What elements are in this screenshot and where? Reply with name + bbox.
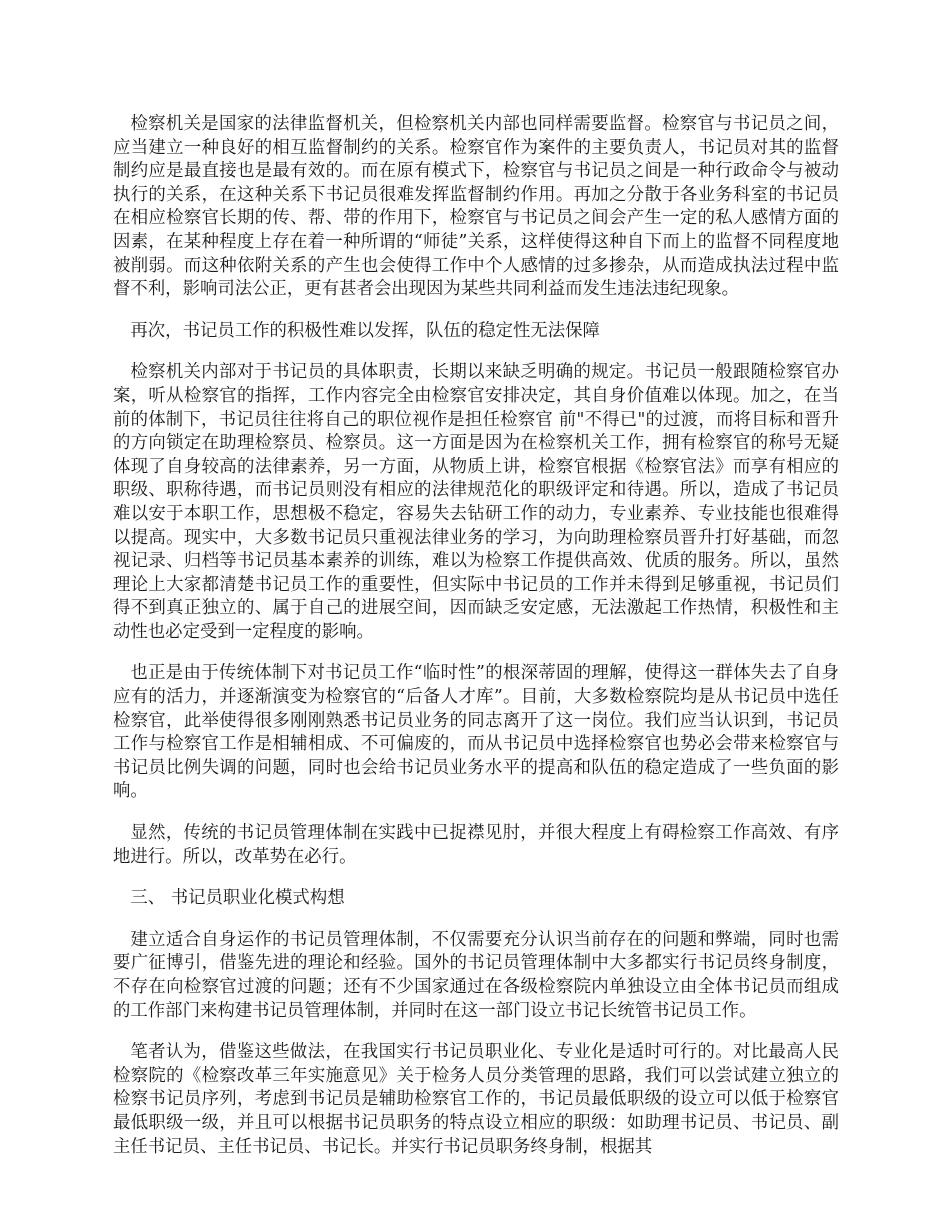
paragraph-supervision: 检察机关是国家的法律监督机关，但检察机关内部也同样需要监督。检察官与书记员之间，应当建立一种良好的相互监督制约的关系。检察官作为案件的主要负责人，书记员对其的监督制约应是最直接也是最有效的。而在原有模式下，检察官与书记员之间是一种行政命令与被动执行的关系，在这种关系下书记员很难发挥监督制约作用。再加之分散于各业务科室的书记员在相应检察官长期的传、帮、带的作用下，检察官与书记员之间会产生一定的私人感情方面的因素，在某种程度上存在着一种所谓的“师徒”关系，这样使得这种自下而上的监督不同程度地被削弱。而这种依附关系的产生也会使得工作中个人感情的过多掺杂，从而造成执法过程中监督不利，影响司法公正，更有甚者会出现因为某些共同利益而发生违法违纪现象。	[113, 114, 839, 300]
paragraph-author-view: 笔者认为，借鉴这些做法，在我国实行书记员职业化、专业化是适时可行的。对比最高人民检察院的《检察改革三年实施意见》关于检务人员分类管理的思路，我们可以尝试建立独立的检察书记员序列，考虑到书记员是辅助检察官工作的，书记员最低职级的设立可以低于检察官最低职级一级，并且可以根据书记员职务的特点设立相应的职级：如助理书记员、书记员、副主任书记员、主任书记员、书记长。并实行书记员职务终身制，根据其	[113, 1042, 839, 1157]
section-heading-professionalization: 三、 书记员职业化模式构想	[130, 888, 345, 909]
paragraph-reform-needed: 显然，传统的书记员管理体制在实践中已捉襟见肘，并很大程度上有碍检察工作高效、有序地进行。所以，改革势在必行。	[113, 823, 839, 867]
paragraph-subheading-motivation: 再次，书记员工作的积极性难以发挥，队伍的稳定性无法保障	[130, 320, 600, 341]
paragraph-duties: 检察机关内部对于书记员的具体职责，长期以来缺乏明确的规定。书记员一般跟随检察官办案，听从检察官的指挥，工作内容完全由检察官安排决定，其自身价值难以体现。加之，在当前的体制下，书记员往往将自己的职位视作是担任检察官 前"不得已"的过渡，而将目标和晋升的方向锁定在助理检察员、检察员。这一方面是因为在检察机关工作，拥有检察官的称号无疑体现了自身较高的法律素养，另一方面，从物质上讲，检察官根据《检察官法》而享有相应的职级、职称待遇，而书记员则没有相应的法律规范化的职级评定和待遇。所以，造成了书记员难以安于本职工作，思想极不稳定，容易失去钻研工作的动力，专业素养、专业技能也很难得以提高。现实中，大多数书记员只重视法律业务的学习，为向助理检察员晋升打好基础，而忽视记录、归档等书记员基本素养的训练，难以为检察工作提供高效、优质的服务。所以，虽然理论上大家都清楚书记员工作的重要性，但实际中书记员的工作并未得到足够重视，书记员们得不到真正独立的、属于自己的进展空间，因而缺乏安定感，无法激起工作热情，积极性和主动性也必定受到一定程度的影响。	[113, 362, 839, 642]
paragraph-temporary-nature: 也正是由于传统体制下对书记员工作“临时性”的根深蒂固的理解，使得这一群体失去了自身应有的活力，并逐渐演变为检察官的“后备人才库”。目前，大多数检察院均是从书记员中选任检察官，此举使得很多刚刚熟悉书记员业务的同志离开了这一岗位。我们应当认识到，书记员工作与检察官工作是相辅相成、不可偏废的，而从书记员中选择检察官也势必会带来检察官与书记员比例失调的问题，同时也会给书记员业务水平的提高和队伍的稳定造成了一些负面的影响。	[113, 663, 839, 802]
paragraph-foreign-experience: 建立适合自身运作的书记员管理体制，不仅需要充分认识当前存在的问题和弊端，同时也需要广征博引，借鉴先进的理论和经验。国外的书记员管理体制中大多都实行书记员终身制度，不存在向检察官过渡的问题；还有不少国家通过在各级检察院内单独设立由全体书记员而组成的工作部门来构建书记员管理体制，并同时在这一部门设立书记长统管书记员工作。	[113, 929, 839, 1021]
document-page	[113, 113, 839, 1177]
